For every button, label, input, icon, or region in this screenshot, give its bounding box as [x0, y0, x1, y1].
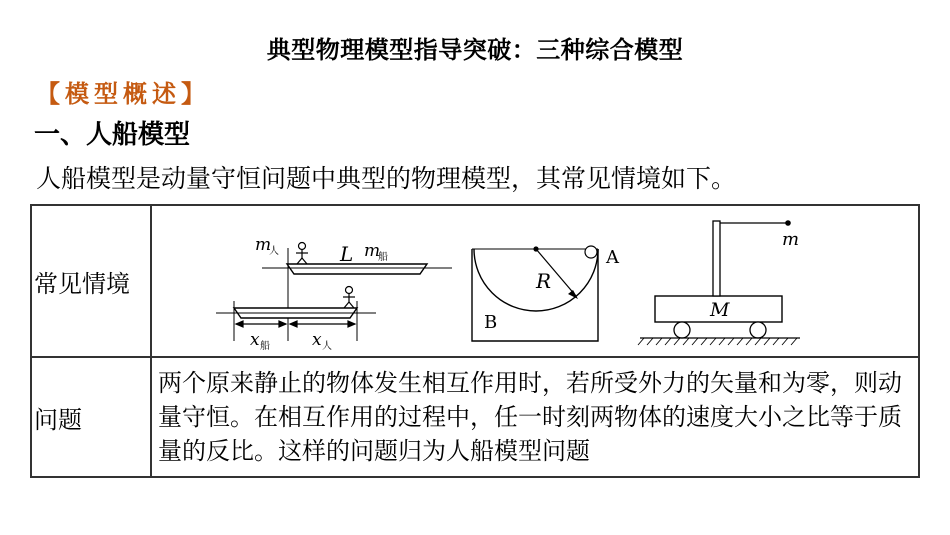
- m-label: m: [782, 229, 800, 250]
- x-person-label: x: [312, 330, 322, 350]
- model-table: [30, 204, 920, 478]
- wheel-right: [750, 322, 766, 338]
- point-A-label: A: [606, 247, 619, 268]
- cart-post: [713, 221, 720, 296]
- bowl-figure: [472, 246, 620, 341]
- ground-hatch: [638, 338, 797, 345]
- m-boat-sub: 船: [378, 252, 388, 263]
- boat-top: [287, 264, 427, 274]
- problem-row: [31, 357, 919, 477]
- M-label: M: [710, 299, 730, 321]
- section-tag: 【模型概述】: [36, 80, 210, 108]
- ball-icon: [585, 246, 597, 258]
- m-boat-label: m: [364, 241, 381, 261]
- mass-dot: [785, 220, 791, 226]
- person-bottom-icon: [343, 287, 355, 309]
- m-person-sub: 人: [269, 246, 279, 257]
- x-boat-label: x: [250, 330, 260, 350]
- point-B-label: B: [484, 312, 498, 333]
- radius-arrow: [568, 290, 578, 299]
- person-top-icon: [296, 243, 308, 265]
- R-label: R: [536, 269, 552, 293]
- scenario-row: [31, 205, 919, 357]
- cart-figure: [638, 220, 800, 345]
- problem-description: 两个原来静止的物体发生相互作用时，若所受外力的矢量和为零，则动量守恒。在相互作用的过程中，任一时刻两物体的速度大小之比等于质量的反比。这样的问题归为人船模型问题: [151, 357, 919, 477]
- x-boat-sub: 船: [260, 341, 270, 352]
- section-heading: 一、人船模型: [34, 120, 191, 150]
- intro-text: 人船模型是动量守恒问题中典型的物理模型，其常见情境如下。: [36, 164, 737, 193]
- x-person-sub: 人: [322, 341, 332, 352]
- figures-cell: [151, 205, 919, 357]
- figures-svg: [152, 206, 918, 356]
- wheel-left: [674, 322, 690, 338]
- row-header-scenario: 常见情境: [31, 205, 151, 357]
- boat-figure: [216, 235, 452, 352]
- L-label: L: [340, 242, 354, 266]
- x-arrows: [236, 321, 355, 327]
- page-title: 典型物理模型指导突破：三种综合模型: [266, 36, 684, 64]
- m-person-label: m: [255, 235, 272, 255]
- row-header-problem: 问题: [31, 357, 151, 477]
